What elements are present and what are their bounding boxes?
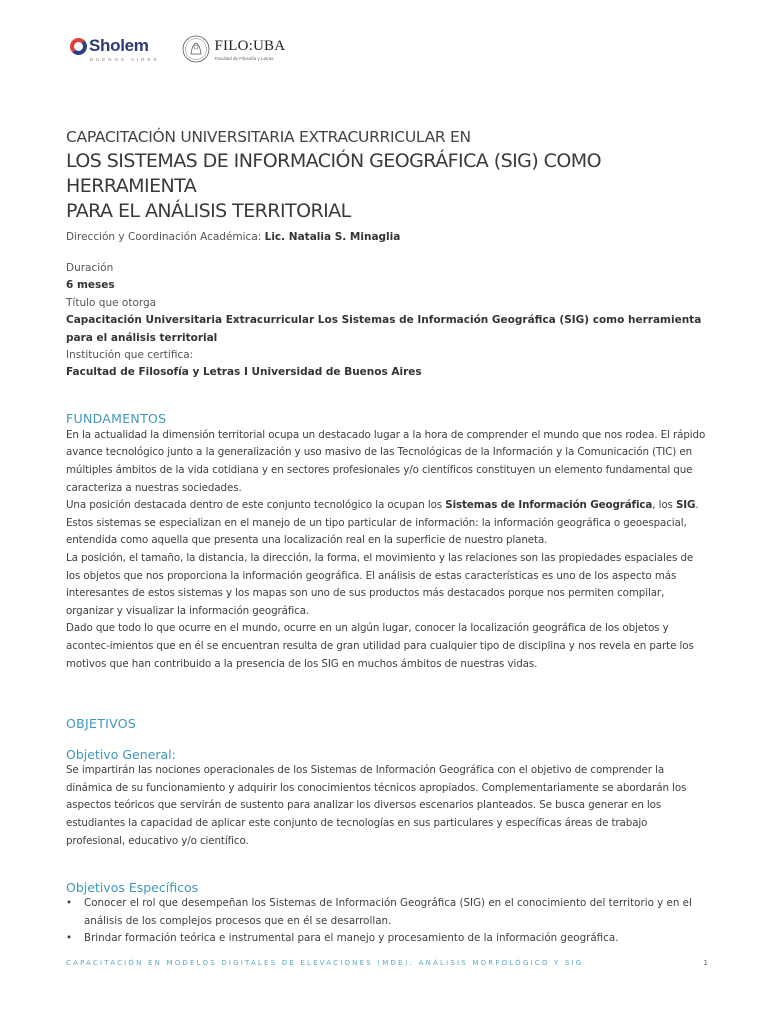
p2-emphasis-sig-full: Sistemas de Información Geográfica	[445, 499, 653, 512]
objetivo-general-text: Se impartirán las nociones operacionales de los Sistemas de Información Geográfica con el objetivo de comprender la dinámica de su funcionamiento y adquirir los conocimientos técnicos apropiados. Complementariamente se abordarán los aspectos teóricos que servirán de sustento para analizar los diversos escenarios planteados. Se busca generar en los estudiantes la capacidad de aplicar este conjunto de tecnologías en sus particulares y específicas áreas de trabajo profesional, educativo y/o científico.	[66, 764, 687, 847]
fundamentos-heading: FUNDAMENTOS	[66, 410, 167, 426]
degree-value: Capacitación Universitaria Extracurricular Los Sistemas de Información Geográfica (SIG) como herramienta para el análisis territorial	[66, 314, 702, 344]
filo-uba-name: FILO:UBA	[214, 37, 286, 54]
p2-text-c: , los	[652, 499, 676, 512]
bullet-icon: •	[66, 932, 73, 945]
objetivos-especificos-heading: Objetivos Específicos	[66, 880, 199, 896]
duration-label: Duración	[66, 262, 114, 274]
institution-label: Institución que certifica:	[66, 349, 194, 362]
duration-value: 6 meses	[66, 279, 115, 292]
institution-value: Facultad de Filosofía y Letras I Universidad de Buenos Aires	[66, 366, 422, 379]
document-title-line-1: LOS SISTEMAS DE INFORMACIÓN GEOGRÁFICA (SIG) COMO HERRAMIENTA	[66, 150, 602, 197]
director-name: Lic. Natalia S. Minaglia	[264, 231, 401, 243]
page-number: 1	[703, 959, 708, 967]
sholem-logo-icon	[70, 38, 87, 55]
list-item-text: Brindar formación teórica e instrumental para el manejo y procesamiento de la información geográfica.	[84, 932, 619, 945]
document-kicker: CAPACITACIÓN UNIVERSITARIA EXTRACURRICULAR EN	[66, 128, 471, 146]
uba-seal-icon	[182, 35, 210, 63]
filo-uba-subtitle: Facultad de Filosofía y Letras	[214, 55, 274, 61]
course-info	[66, 260, 706, 382]
list-item-text: Conocer el rol que desempeñan los Sistemas de Información Geográfica (SIG) en el conocimiento del territorio y en el análisis de los complejos procesos que en él se desarrollan.	[84, 897, 692, 927]
page-header	[70, 33, 285, 65]
list-item	[66, 930, 706, 948]
objetivos-especificos-list	[66, 895, 706, 948]
sholem-logo	[70, 36, 160, 62]
bullet-icon: •	[66, 897, 73, 910]
objetivo-general-heading: Objetivo General:	[66, 747, 176, 763]
academic-direction	[66, 230, 706, 244]
p2-text-a: Una posición destacada dentro de este conjunto tecnológico la ocupan los	[66, 499, 446, 512]
fundamentos-paragraph-2	[66, 497, 706, 550]
fundamentos-paragraph-1: En la actualidad la dimensión territorial ocupa un destacado lugar a la hora de comprender el mundo que nos rodea. El rápido avance tecnológico junto a la generalización y uso masivo de las Tecnológicas de la Información y la Comunicación (TIC) en múltiples ámbitos de la vida cotidiana y en sectores profesionales y/o científicos constituyen un elemento fundamental que caracteriza a nuestras sociedades.	[66, 428, 706, 494]
document-body	[66, 128, 706, 948]
degree-label: Título que otorga	[66, 296, 157, 309]
fundamentos-paragraph-3: La posición, el tamaño, la distancia, la dirección, la forma, el movimiento y las relaciones son las propiedades espaciales de los objetos que nos proporciona la información geográfica. El análisis de estas características es uno de los aspecto más interesantes de estos sistemas y los mapas son uno de sus productos más destacados porque nos permiten compilar, organizar y visualizar la información geográfica.	[66, 552, 694, 617]
direction-label: Dirección y Coordinación Académica:	[66, 231, 265, 243]
footer-text: CAPACITACIÓN EN MODELOS DIGITALES DE ELEVACIONES (MDE): ANÁLISIS MORFOLÓGICO Y SIG	[66, 959, 584, 967]
sholem-logo-subtitle: BUENOS AIRES	[90, 57, 160, 62]
document-title	[66, 149, 706, 224]
list-item	[66, 895, 706, 930]
page-footer	[66, 959, 708, 967]
p2-text-e: . Estos sistemas se especializan en el manejo de un tipo particular de información: la información geográfica o geoespacial, entendida como aquella que presenta una localización real en la superficie de nuestro planeta.	[66, 499, 699, 547]
fundamentos-paragraph-4: Dado que todo lo que ocurre en el mundo, ocurre en un algún lugar, conocer la localización geográfica de los objetos y acontec-imientos que en él se encuentran resulta de gran utilidad para cualquier tipo de disciplina y nos revela en parte los motivos que han contribuido a la presencia de los SIG en muchos ámbitos de nuestras vidas.	[66, 622, 694, 670]
document-title-line-2: PARA EL ANÁLISIS TERRITORIAL	[66, 200, 351, 222]
p2-emphasis-sig: SIG	[675, 499, 696, 512]
objetivos-heading: OBJETIVOS	[66, 716, 137, 732]
sholem-logo-name: Sholem	[89, 36, 149, 55]
filo-uba-logo	[182, 35, 286, 63]
